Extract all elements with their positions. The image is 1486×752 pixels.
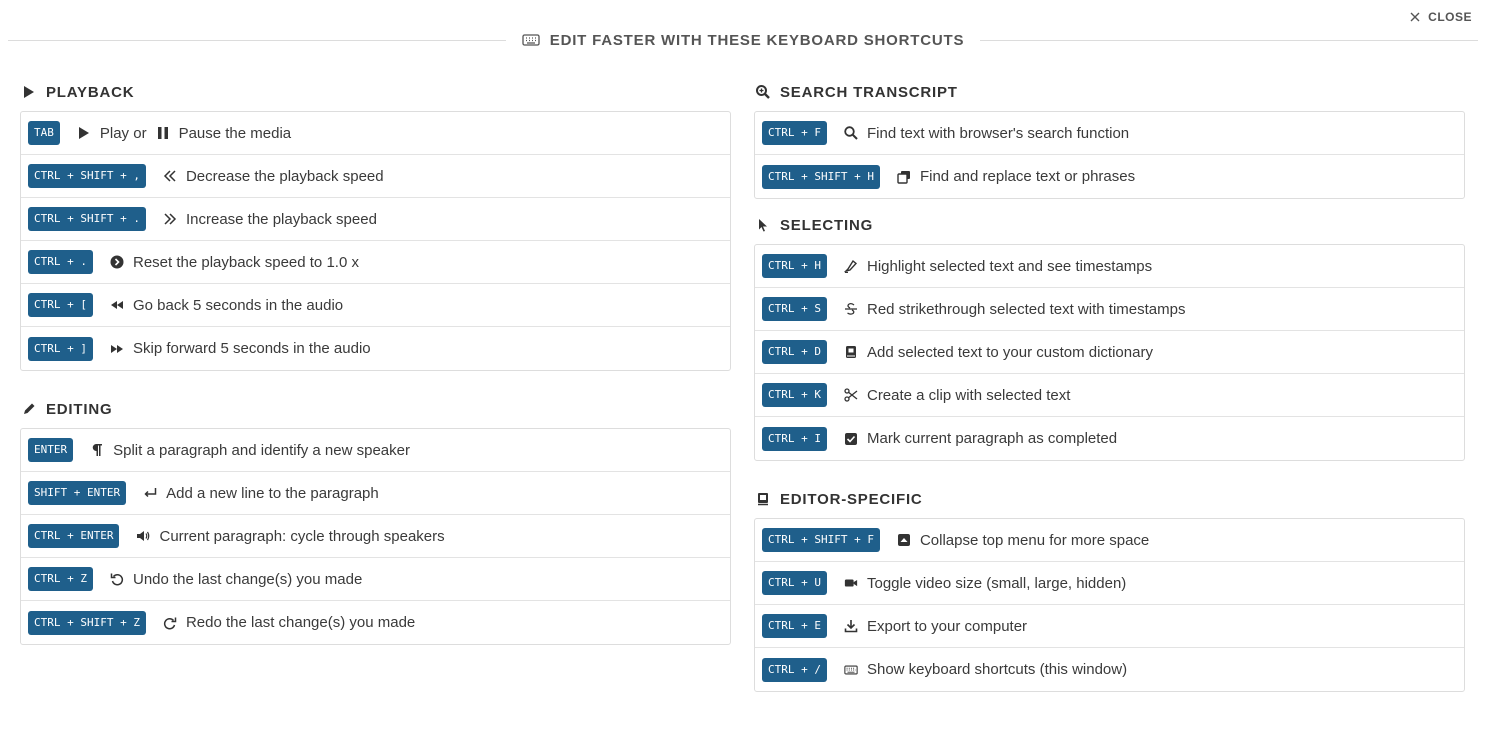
- close-label: CLOSE: [1428, 10, 1472, 24]
- key-badge: TAB: [28, 121, 60, 145]
- shortcut-row: [21, 112, 730, 155]
- shortcut-text: Decrease the playback speed: [185, 167, 384, 185]
- section-title: SEARCH TRANSCRIPT: [780, 83, 958, 101]
- shortcut-text: Redo the last change(s) you made: [185, 614, 416, 631]
- section-editor-specific: [756, 487, 1465, 511]
- shortcut-row: [755, 288, 1464, 331]
- shortcut-text: Toggle video size (small, large, hidden): [866, 574, 1127, 592]
- shortcut-row: [755, 112, 1464, 155]
- key-badge: CTRL + .: [28, 250, 93, 274]
- playback-card: [20, 111, 731, 371]
- dictionary-icon: [843, 344, 859, 360]
- close-icon: [1410, 12, 1420, 22]
- shortcut-row: [21, 601, 730, 644]
- shortcut-row: [21, 558, 730, 601]
- divider: [980, 40, 1478, 41]
- shortcut-text: Go back 5 seconds in the audio: [132, 296, 344, 314]
- pencil-icon: [22, 402, 36, 416]
- book-icon: [756, 492, 770, 506]
- shortcut-text: Find text with browser's search function: [866, 124, 1130, 142]
- shortcut-text: Increase the playback speed: [185, 210, 377, 228]
- selecting-card: [754, 244, 1465, 461]
- key-badge: CTRL + [: [28, 293, 93, 317]
- shortcut-text: Export to your computer: [866, 617, 1028, 635]
- key-badge: CTRL + /: [762, 658, 827, 682]
- search-plus-icon: [756, 85, 770, 99]
- key-badge: CTRL + SHIFT + F: [762, 528, 880, 552]
- redo-icon: [162, 615, 178, 631]
- shortcut-text: Find and replace text or phrases: [919, 168, 1136, 185]
- key-badge: ENTER: [28, 438, 73, 462]
- key-badge: CTRL + SHIFT + ,: [28, 164, 146, 188]
- download-icon: [843, 618, 859, 634]
- key-badge: CTRL + K: [762, 383, 827, 407]
- shortcut-text: Create a clip with selected text: [866, 386, 1071, 404]
- shortcut-text: Play or: [99, 124, 147, 142]
- key-badge: CTRL + SHIFT + H: [762, 165, 880, 189]
- shortcut-text: Reset the playback speed to 1.0 x: [132, 253, 359, 271]
- strikethrough-icon: [843, 301, 859, 317]
- shortcut-row: [755, 562, 1464, 605]
- key-badge: CTRL + SHIFT + Z: [28, 611, 146, 635]
- shortcut-row: [21, 429, 730, 472]
- copy-icon: [896, 169, 912, 185]
- shortcut-row: [755, 519, 1464, 562]
- shortcut-row: [755, 648, 1464, 691]
- checkbox-icon: [843, 431, 859, 447]
- key-badge: CTRL + S: [762, 297, 827, 321]
- keyboard-icon: [843, 662, 859, 678]
- shortcut-text: Collapse top menu for more space: [919, 531, 1150, 549]
- key-badge: CTRL + U: [762, 571, 827, 595]
- paragraph-icon: [89, 442, 105, 458]
- key-badge: CTRL + E: [762, 614, 827, 638]
- modal-title: [506, 32, 980, 49]
- shortcut-row: [755, 245, 1464, 288]
- editor-specific-card: [754, 518, 1465, 692]
- key-badge: CTRL + D: [762, 340, 827, 364]
- key-badge: SHIFT + ENTER: [28, 481, 126, 505]
- scissors-icon: [843, 387, 859, 403]
- play-icon: [22, 85, 36, 99]
- editing-card: [20, 428, 731, 645]
- shortcut-row: [21, 241, 730, 284]
- pause-icon: [155, 125, 171, 141]
- key-badge: CTRL + ]: [28, 337, 93, 361]
- highlighter-icon: [843, 258, 859, 274]
- play-icon: [76, 125, 92, 141]
- shortcut-text: Highlight selected text and see timestamps: [866, 257, 1153, 275]
- section-playback: [22, 80, 731, 104]
- shortcut-row: [21, 155, 730, 198]
- shortcut-text: Undo the last change(s) you made: [132, 570, 363, 588]
- modal-header: [8, 30, 1478, 50]
- shortcut-text: Add a new line to the paragraph: [166, 484, 379, 502]
- collapse-icon: [896, 532, 912, 548]
- section-search: [756, 80, 1465, 104]
- video-icon: [843, 575, 859, 591]
- search-card: [754, 111, 1465, 199]
- return-arrow-icon: [142, 485, 158, 501]
- shortcut-row: [755, 374, 1464, 417]
- key-badge: CTRL + I: [762, 427, 827, 451]
- shortcut-row: [21, 198, 730, 241]
- shortcut-row: [755, 331, 1464, 374]
- keyboard-icon: [522, 33, 540, 47]
- section-title: EDITING: [46, 400, 113, 418]
- shortcut-row: [755, 417, 1464, 460]
- double-chevron-right-icon: [162, 211, 178, 227]
- undo-icon: [109, 571, 125, 587]
- key-badge: CTRL + ENTER: [28, 524, 119, 548]
- key-badge: CTRL + F: [762, 121, 827, 145]
- shortcut-text: Current paragraph: cycle through speakers: [159, 527, 445, 545]
- shortcut-text: Mark current paragraph as completed: [866, 430, 1118, 447]
- section-title: EDITOR-SPECIFIC: [780, 490, 923, 508]
- section-selecting: [756, 213, 1465, 237]
- speaker-icon: [135, 528, 151, 544]
- right-column: [754, 80, 1465, 718]
- circle-chevron-right-icon: [109, 254, 125, 270]
- shortcut-row: [21, 284, 730, 327]
- modal-title-text: EDIT FASTER WITH THESE KEYBOARD SHORTCUTS: [549, 31, 965, 49]
- section-title: PLAYBACK: [46, 83, 135, 101]
- shortcut-text: Red strikethrough selected text with timestamps: [866, 300, 1186, 318]
- shortcut-row: [21, 327, 730, 370]
- key-badge: CTRL + SHIFT + .: [28, 207, 146, 231]
- section-editing: [22, 397, 731, 421]
- double-chevron-left-icon: [162, 168, 178, 184]
- shortcut-text: Add selected text to your custom dictionary: [866, 343, 1153, 361]
- divider: [8, 40, 506, 41]
- rewind-icon: [109, 297, 125, 313]
- shortcut-text: Pause the media: [178, 124, 292, 142]
- shortcut-row: [755, 605, 1464, 648]
- shortcut-row: [755, 155, 1464, 198]
- shortcut-text: Split a paragraph and identify a new speaker: [113, 441, 410, 459]
- shortcut-text: Show keyboard shortcuts (this window): [866, 661, 1128, 678]
- close-button[interactable]: [1410, 10, 1472, 24]
- left-column: [20, 80, 731, 671]
- shortcut-row: [21, 515, 730, 558]
- key-badge: CTRL + H: [762, 254, 827, 278]
- cursor-icon: [756, 218, 770, 232]
- shortcut-row: [21, 472, 730, 515]
- fast-forward-icon: [109, 341, 125, 357]
- search-icon: [843, 125, 859, 141]
- shortcut-text: Skip forward 5 seconds in the audio: [132, 340, 371, 357]
- key-badge: CTRL + Z: [28, 567, 93, 591]
- section-title: SELECTING: [780, 216, 874, 234]
